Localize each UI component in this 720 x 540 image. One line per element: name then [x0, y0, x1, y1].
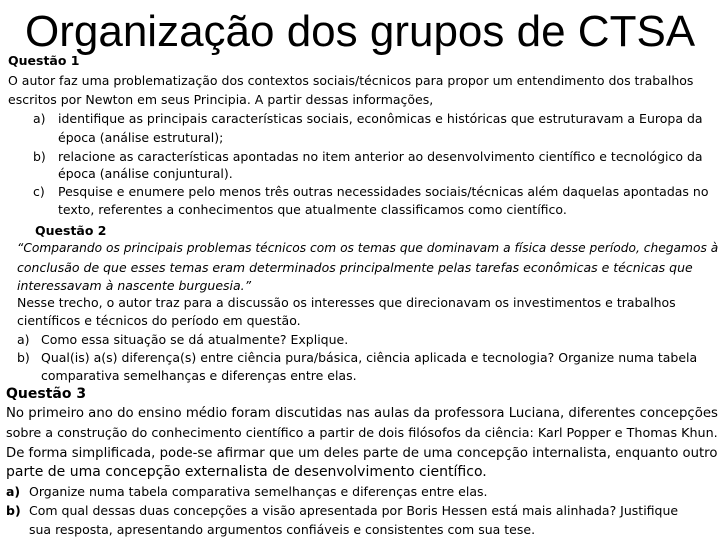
- question-3-item-b-text: Com qual dessas duas concepções a visão apresentada por Boris Hessen está mais alinhada? Justifique: [29, 503, 679, 518]
- question-1-item-c-marker: c): [33, 184, 45, 199]
- question-2-body-line: Nesse trecho, o autor traz para a discussão os interesses que direcionavam os investimentos e trabalhos: [17, 295, 676, 310]
- question-2-quote-line: interessavam à nascente burguesia.”: [17, 278, 252, 293]
- question-1-item-b-text: época (análise conjuntural).: [58, 166, 233, 181]
- question-3-item-a-marker: a): [6, 484, 21, 499]
- question-1-item-a-text: época (análise estrutural);: [58, 130, 224, 145]
- question-3-body-line: sobre a construção do conhecimento científico a partir de dois filósofos da ciência: Karl Popper e Thomas Khun.: [6, 426, 718, 441]
- question-2-item-b-text: comparativa semelhanças e diferenças entre elas.: [41, 368, 357, 383]
- question-2-quote-line: conclusão de que esses temas eram determinados principalmente pelas tarefas econômicas e técnicas que: [17, 260, 693, 275]
- question-1-item-b-text: relacione as características apontadas no item anterior ao desenvolvimento científico e tecnológico da: [58, 149, 703, 164]
- question-2-body-line: científicos e técnicos do período em questão.: [17, 313, 301, 328]
- question-2-item-a-marker: a): [17, 332, 30, 347]
- question-1-intro-line: O autor faz uma problematização dos contextos sociais/técnicos para propor um entendimento dos trabalhos: [8, 73, 694, 88]
- question-3-item-a-text: Organize numa tabela comparativa semelhanças e diferenças entre elas.: [29, 484, 488, 499]
- question-3-heading: Questão 3: [6, 386, 87, 402]
- question-3-body-line: De forma simplificada, pode-se afirmar que um deles parte de uma concepção internalista, enquanto outro: [6, 446, 718, 461]
- page-title: Organização dos grupos de CTSA: [25, 7, 696, 56]
- question-2-heading: Questão 2: [35, 223, 107, 238]
- question-1-item-b-marker: b): [33, 149, 46, 164]
- question-2-quote-line: “Comparando os principais problemas técnicos com os temas que dominavam a física desse período, chegamos à: [17, 241, 719, 255]
- question-1-item-a-text: identifique as principais características sociais, econômicas e históricas que estruturavam a Europa da: [58, 111, 703, 126]
- question-3-item-b-text: sua resposta, apresentando argumentos confiáveis e consistentes com sua tese.: [29, 522, 536, 537]
- question-3-body-line: parte de uma concepção externalista de desenvolvimento científico.: [6, 464, 487, 480]
- question-1-item-a-marker: a): [33, 111, 46, 126]
- question-3-body-line: No primeiro ano do ensino médio foram discutidas nas aulas da professora Luciana, diferentes concepções: [6, 406, 718, 421]
- question-2-item-a-text: Como essa situação se dá atualmente? Explique.: [41, 332, 349, 347]
- question-2-item-b-text: Qual(is) a(s) diferença(s) entre ciência pura/básica, ciência aplicada e tecnologia? Organize numa tabela: [41, 350, 698, 365]
- question-1-heading: Questão 1: [8, 53, 80, 68]
- question-1-item-c-text: Pesquise e enumere pelo menos três outras necessidades sociais/técnicas além daquelas apontadas no: [58, 184, 709, 199]
- question-2-item-b-marker: b): [17, 350, 30, 365]
- question-1-intro-line: escritos por Newton em seus Principia. A partir dessas informações,: [8, 92, 434, 107]
- question-1-item-c-text: texto, referentes a conhecimentos que atualmente classificamos como científico.: [58, 202, 567, 217]
- question-3-item-b-marker: b): [6, 503, 21, 518]
